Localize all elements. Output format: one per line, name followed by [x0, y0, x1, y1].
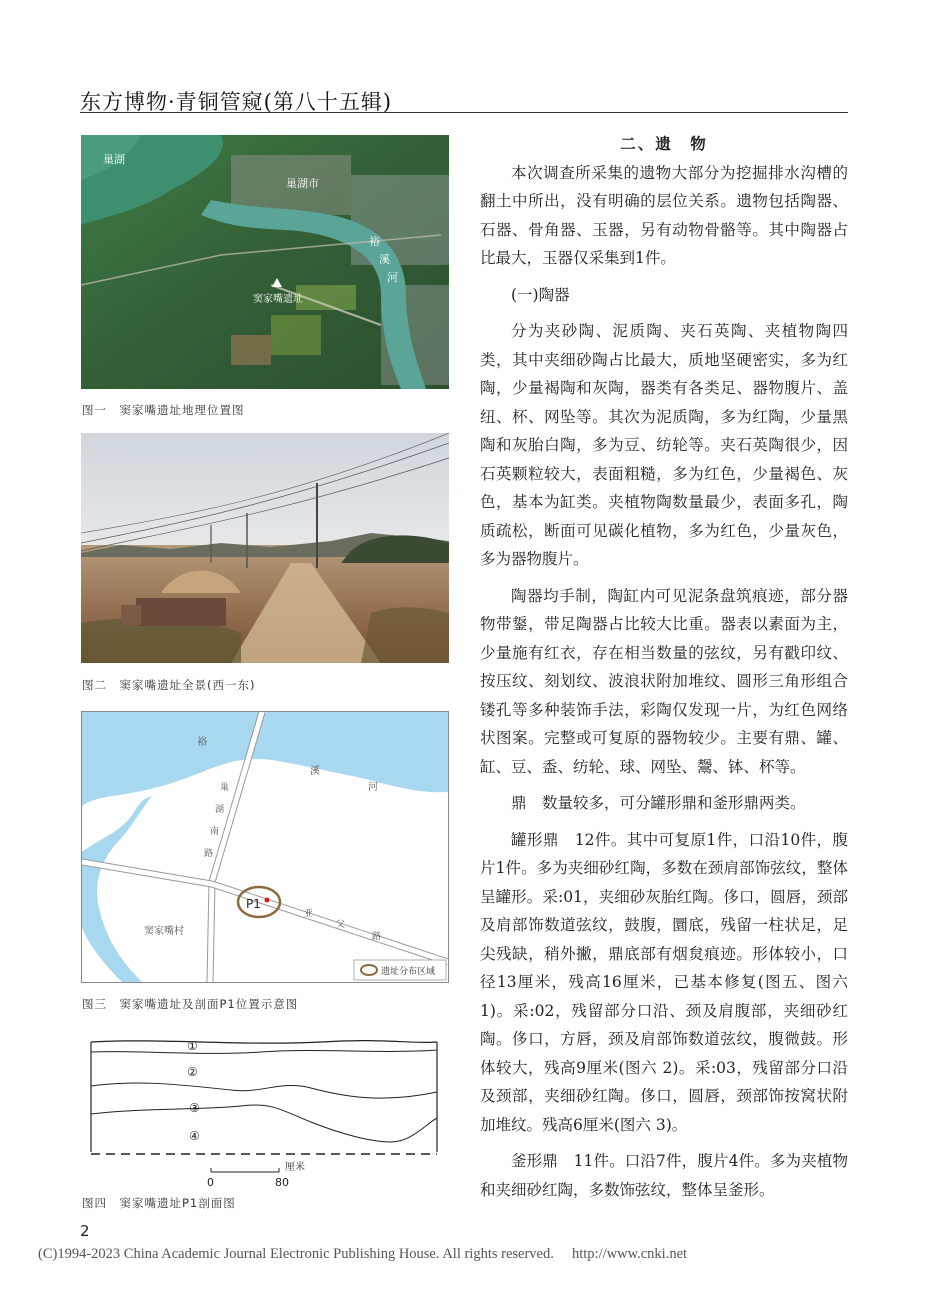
header-rule: [80, 112, 848, 113]
figure-4-section-drawing: [81, 1034, 449, 1192]
paragraph-2: 分为夹砂陶、泥质陶、夹石英陶、夹植物陶四类，其中夹细砂陶占比最大，质地坚硬密实，多为红陶，少量褐陶和灰陶，器类有各类足、器物腹片、盖纽、杯、网坠等。其次为泥质陶，多为红陶，少量黑陶和灰胎白陶，多为豆、纺轮等。夹石英陶很少，因石英颗粒较大，表面粗糙，多为红色，少量褐色、灰色，基本为缸类。夹植物陶数量最少，表面多孔，陶质疏松，断面可见碳化植物，多为红色，少量灰色，多为器物腹片。: [480, 322, 848, 568]
figure-3-caption: 图三 窦家嘴遗址及剖面P1位置示意图: [82, 997, 299, 1011]
label-river-3: 河: [387, 271, 398, 284]
figure-2-panorama-photo: [81, 433, 449, 663]
layer-label-2: ②: [187, 1065, 198, 1079]
paragraph-5: 罐形鼎 12件。其中可复原1件，口沿10件，腹片1件。多为夹细砂红陶，多数在颈肩部饰弦纹，整体呈罐形。采:01，夹细砂灰胎红陶。侈口，圆唇，颈部及肩部饰数道弦纹，鼓腹，圜底，残留一柱状足，足尖残缺，稍外撇，鼎底部有烟炱痕迹。形体较小，口径13厘米，残高16厘米，已基本修复(图五、图六 1)。采:02，残留部分口沿、颈及肩腹部，夹细砂红陶。侈口，方唇，颈及肩部饰数道弦纹，腹微鼓。形体较大，残高9厘米(图六 2)。采:03，残留部分口沿及颈部，夹细砂红陶。侈口，圆唇，颈部饰按窝状附加堆纹。残高6厘米(图六 3)。: [480, 830, 848, 1134]
label-river-1: 裕: [369, 235, 380, 248]
label-village: 窦家嘴村: [144, 926, 184, 937]
figure-2-caption: 图二 窦家嘴遗址全景(西一东): [82, 678, 256, 692]
label-river-b: 溪: [310, 766, 320, 777]
label-city: 巢湖市: [286, 177, 319, 190]
scale-end: 80: [275, 1176, 289, 1189]
layer-label-4: ④: [189, 1129, 200, 1143]
layer-label-1: ①: [187, 1039, 198, 1053]
label-road2-a: 亚: [304, 909, 314, 919]
scale-start: 0: [207, 1176, 214, 1189]
label-road1-a: 巢: [220, 783, 230, 793]
label-river-2: 溪: [379, 253, 390, 266]
legend-label: 遗址分布区域: [381, 967, 436, 977]
label-p1: P1: [246, 897, 261, 911]
label-road1-b: 湖: [215, 805, 225, 815]
label-road2-c: 路: [372, 932, 382, 942]
section-title: 二、遗 物: [620, 134, 708, 153]
label-road1-d: 路: [204, 849, 214, 859]
figure-3-schematic-map: [81, 711, 449, 983]
subheading-pottery: (一)陶器: [511, 285, 570, 304]
label-lake: 巢湖: [103, 153, 125, 166]
running-header: 东方博物·青铜管窥(第八十五辑): [80, 90, 393, 114]
figure-1-caption: 图一 窦家嘴遗址地理位置图: [82, 403, 245, 417]
paragraph-4: 鼎 数量较多，可分罐形鼎和釜形鼎两类。: [511, 794, 806, 812]
paragraph-3: 陶器均手制，陶缸内可见泥条盘筑痕迹，部分器物带鋬，带足陶器占比较大比重。器表以素面为主，少量施有红衣，存在相当数量的弦纹，另有戳印纹、按压纹、刻划纹、波浪状附加堆纹、圆形三角形组合镂孔等多种装饰手法，彩陶仅发现一片，为红色网络状图案。完整或可复原的器物较少。主要有鼎、罐、缸、豆、盉、纺轮、球、网坠、鬶、钵、杯等。: [480, 586, 848, 776]
label-road1-c: 南: [210, 827, 220, 837]
page-number: 2: [80, 1222, 90, 1240]
label-river-a: 裕: [197, 737, 207, 748]
figure-4-caption: 图四 窦家嘴遗址P1剖面图: [82, 1196, 236, 1210]
p1-marker-icon: [265, 898, 270, 903]
scale-unit: 厘米: [285, 1162, 305, 1173]
label-river-c: 河: [368, 782, 378, 793]
label-road2-b: 父: [336, 920, 346, 930]
label-site: 窦家嘴遗址: [253, 294, 303, 305]
body-text-column: [480, 130, 848, 1204]
layer-label-3: ③: [189, 1101, 200, 1115]
paragraph-1: 本次调查所采集的遗物大部分为挖掘排水沟槽的翻土中所出，没有明确的层位关系。遗物包括陶器、石器、骨角器、玉器，另有动物骨骼等。其中陶器占比最大，玉器仅采集到1件。: [480, 163, 848, 267]
figure-1-satellite-map: [81, 135, 449, 389]
paragraph-6: 釜形鼎 11件。口沿7件，腹片4件。多为夹植物和夹细砂红陶，多数饰弦纹，整体呈釜形。: [480, 1152, 848, 1199]
copyright-footer: (C)1994-2023 China Academic Journal Electronic Publishing House. All rights reserved. http://www.cnki.net: [38, 1246, 688, 1262]
